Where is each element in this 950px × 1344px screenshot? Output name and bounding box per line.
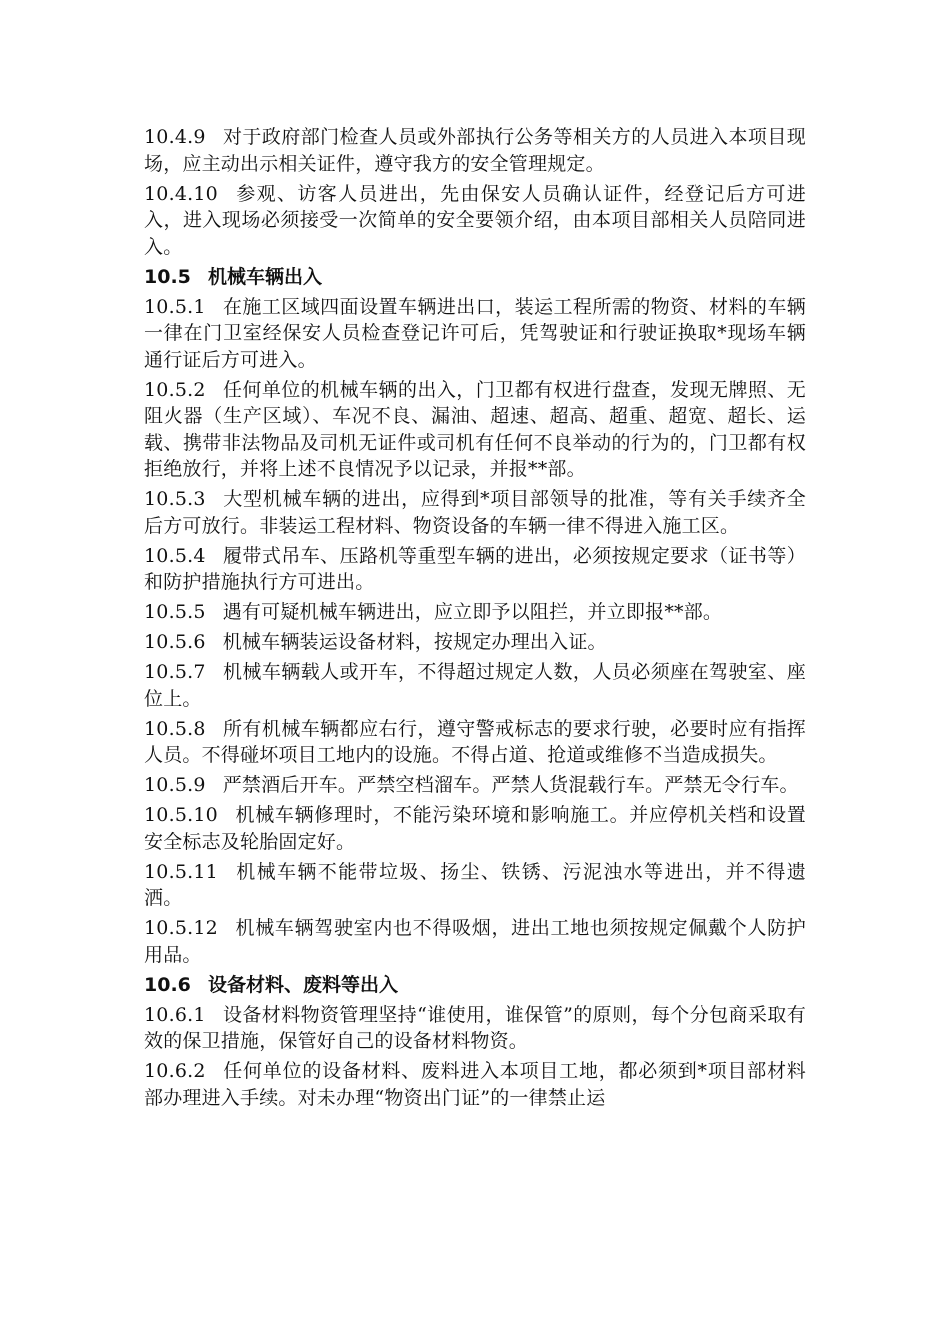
clause-text: 机械车辆修理时，不能污染环境和影响施工。并应停机关档和设置安全标志及轮胎固定好。: [144, 804, 806, 853]
paragraph-10-5-4: [144, 543, 806, 596]
clause-number: 10.4.10: [144, 182, 218, 205]
clause-number: 10.5.6: [144, 631, 206, 653]
clause-number: 10.5.12: [144, 917, 218, 939]
clause-number: 10.5.2: [144, 378, 206, 401]
paragraph-10-5-1: [144, 294, 806, 374]
clause-text: 机械车辆装运设备材料，按规定办理出入证。: [222, 631, 607, 653]
clause-text: 在施工区域四面设置车辆进出口，装运工程所需的物资、材料的车辆一律在门卫室经保安人员检查登记许可后，凭驾驶证和行驶证换取*现场车辆通行证后方可进入。: [144, 295, 806, 371]
paragraph-10-5-3: [144, 486, 806, 539]
clause-number: 10.5.5: [144, 601, 206, 623]
clause-number: 10.4.9: [144, 126, 206, 148]
clause-number: 10.5.1: [144, 295, 206, 318]
clause-text: 机械车辆驾驶室内也不得吸烟，进出工地也须按规定佩戴个人防护用品。: [144, 917, 806, 966]
clause-text: 大型机械车辆的进出，应得到*项目部领导的批准，等有关手续齐全后方可放行。非装运工程材料、物资设备的车辆一律不得进入施工区。: [144, 488, 806, 537]
clause-number: 10.5.10: [144, 804, 218, 826]
clause-text: 机械车辆载人或开车，不得超过规定人数，人员必须座在驾驶室、座位上。: [144, 661, 806, 710]
section-heading-10-5: [144, 264, 806, 291]
section-number: 10.6: [144, 973, 191, 996]
clause-number: 10.5.8: [144, 717, 206, 740]
paragraph-10-5-5: [144, 599, 806, 626]
clause-number: 10.5.3: [144, 488, 206, 510]
section-heading-10-6: [144, 972, 806, 999]
clause-text: 遇有可疑机械车辆进出，应立即予以阻拦，并立即报**部。: [222, 601, 723, 623]
paragraph-10-5-11: [144, 859, 806, 912]
clause-number: 10.6.2: [144, 1060, 206, 1082]
paragraph-10-4-9: [144, 124, 806, 177]
paragraph-10-6-1: [144, 1002, 806, 1055]
clause-number: 10.5.11: [144, 860, 218, 883]
paragraph-10-5-10: [144, 802, 806, 855]
section-title: 机械车辆出入: [207, 265, 322, 288]
clause-text: 参观、访客人员进出，先由保安人员确认证件，经登记后方可进入，进入现场必须接受一次简单的安全要领介绍，由本项目部相关人员陪同进入。: [144, 182, 806, 258]
section-number: 10.5: [144, 265, 191, 288]
paragraph-10-4-10: [144, 181, 806, 261]
clause-text: 机械车辆不能带垃圾、扬尘、铁锈、污泥浊水等进出，并不得遗洒。: [144, 860, 806, 909]
clause-number: 10.6.1: [144, 1003, 206, 1026]
paragraph-10-5-6: [144, 629, 806, 656]
paragraph-10-6-2: [144, 1058, 806, 1111]
clause-text: 任何单位的机械车辆的出入，门卫都有权进行盘查，发现无牌照、无阻火器（生产区域）、车况不良、漏油、超速、超高、超重、超宽、超长、运载、携带非法物品及司机无证件或司机有任何不良举动的行为的，门卫都有权拒绝放行，并将上述不良情况予以记录，并报**部。: [144, 378, 806, 480]
paragraph-10-5-12: [144, 915, 806, 968]
paragraph-10-5-8: [144, 716, 806, 769]
clause-text: 所有机械车辆都应右行，遵守警戒标志的要求行驶，必要时应有指挥人员。不得碰坏项目工地内的设施。不得占道、抢道或维修不当造成损失。: [144, 717, 806, 766]
clause-text: 对于政府部门检查人员或外部执行公务等相关方的人员进入本项目现场，应主动出示相关证件，遵守我方的安全管理规定。: [144, 126, 806, 175]
clause-number: 10.5.4: [144, 544, 206, 567]
paragraph-10-5-9: [144, 772, 806, 799]
clause-text: 任何单位的设备材料、废料进入本项目工地，都必须到*项目部材料部办理进入手续。对未办理“物资出门证”的一律禁止运: [144, 1060, 806, 1109]
document-page: [144, 124, 806, 1115]
clause-number: 10.5.9: [144, 774, 206, 796]
paragraph-10-5-2: [144, 377, 806, 483]
paragraph-10-5-7: [144, 659, 806, 712]
clause-text: 履带式吊车、压路机等重型车辆的进出，必须按规定要求（证书等）和防护措施执行方可进出。: [144, 544, 806, 593]
clause-text: 设备材料物资管理坚持“谁使用，谁保管”的原则，每个分包商采取有效的保卫措施，保管好自己的设备材料物资。: [144, 1003, 806, 1052]
clause-number: 10.5.7: [144, 661, 206, 683]
clause-text: 严禁酒后开车。严禁空档溜车。严禁人货混载行车。严禁无令行车。: [222, 774, 799, 796]
section-title: 设备材料、废料等出入: [207, 973, 398, 996]
